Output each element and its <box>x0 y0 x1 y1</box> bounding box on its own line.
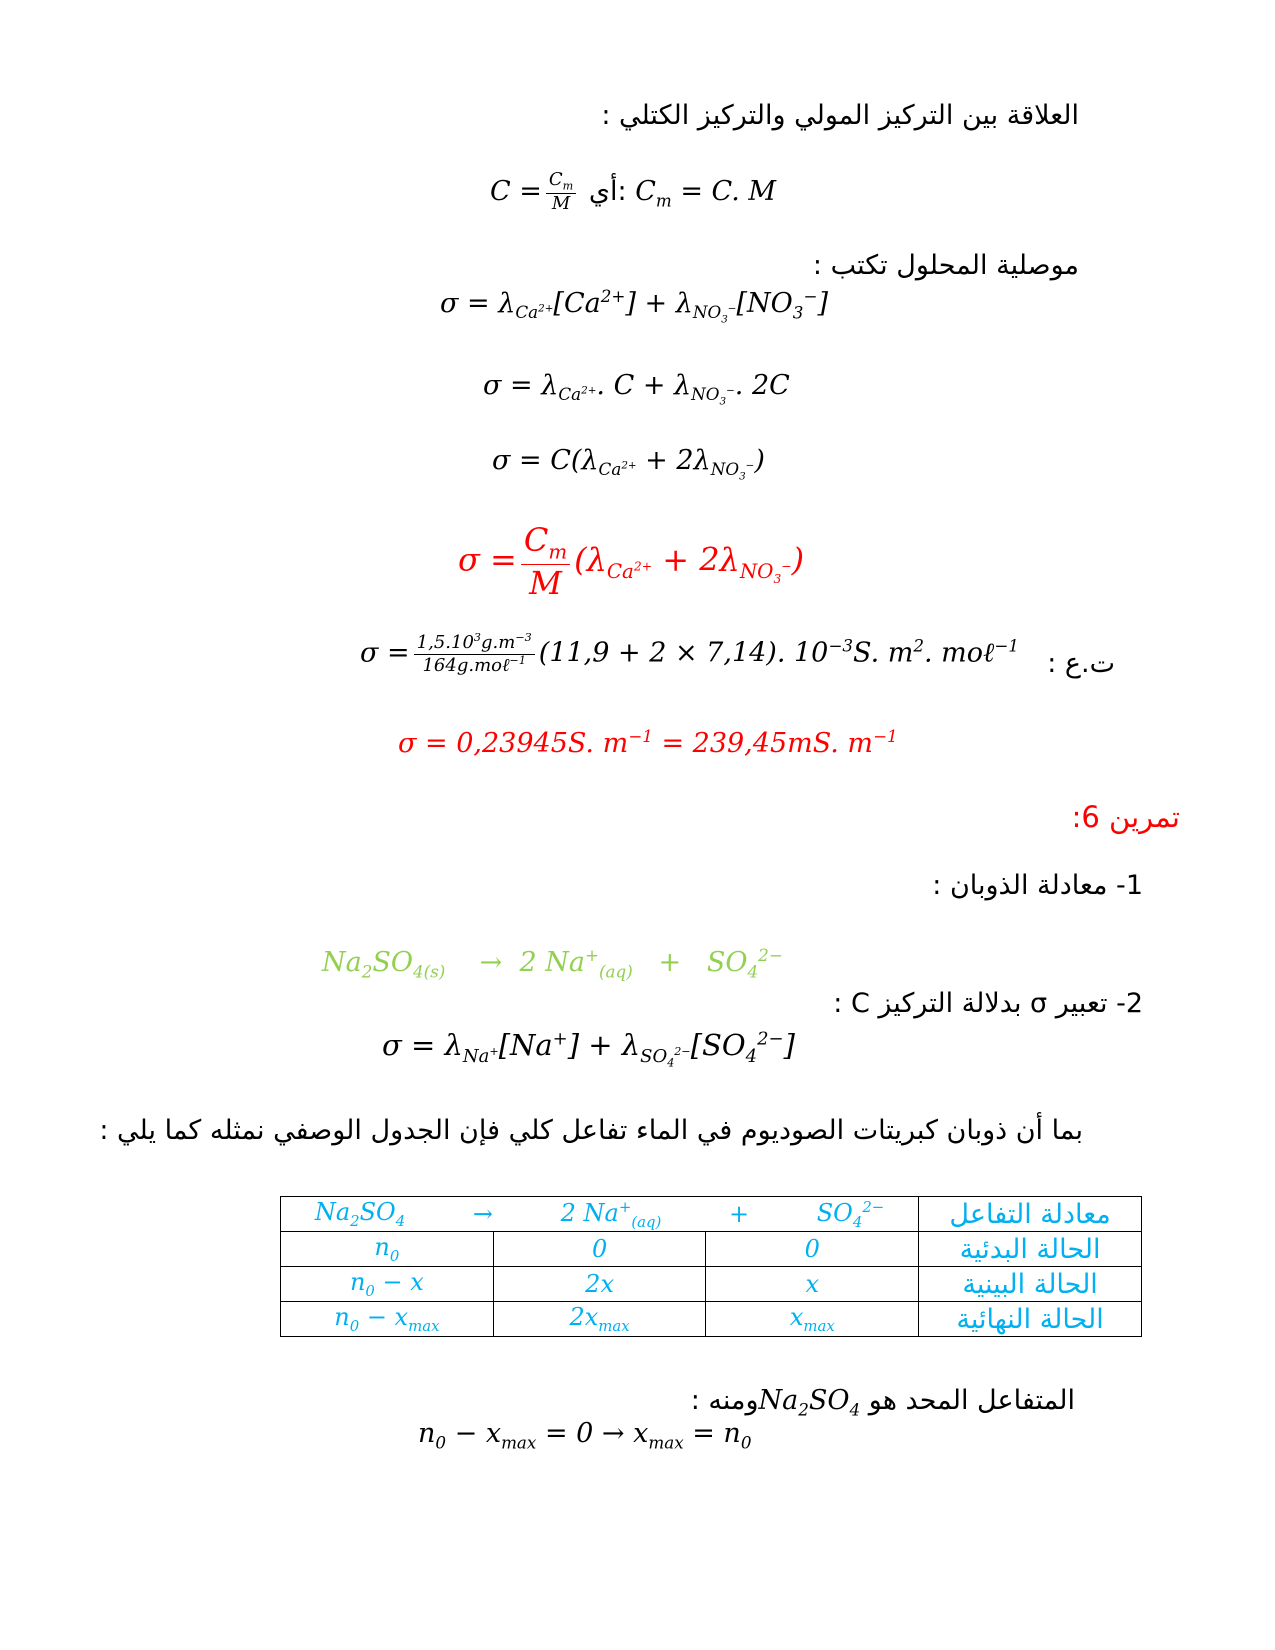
final-equation: $n_0 - x_{max} = 0 \to x_{max} = n_0$ <box>418 1418 752 1453</box>
table-intro-paragraph: بما أن ذوبان كبريتات الصوديوم في الماء تفاعل كلي فإن الجدول الوصفي نمثله كما يلي : <box>99 1115 1083 1146</box>
limiting-species: $Na_2SO_4$ <box>758 1385 861 1420</box>
final-c3: $x_{max}$ <box>706 1302 919 1337</box>
conductivity-eq-red: σ = $\frac{C_m}{M}$ $(\lambda_{Ca^{2+}} + 2\lambda_{NO_3^-})$ <box>458 521 805 603</box>
numeric-fraction: $\frac{1,5.10^3g.m^{-3}}{164g.mo\ell^{-1}}$ <box>414 632 535 676</box>
table-row-initial <box>281 1232 1142 1267</box>
relation-word: أي: <box>588 176 627 208</box>
conductivity-eq-2: $\sigma = \lambda_{Ca^{2+}}$. $C + \lambda_{NO_3^-}$. 2C <box>483 370 790 408</box>
result-equation: σ = 0,23945S. $m^{-1} = 239,45mS$. $m^{-1}$ <box>398 726 898 759</box>
exercise-title: تمرين 6: <box>1071 800 1180 834</box>
reactant-cell: $Na_2SO_4$ <box>314 1198 406 1230</box>
relation-lhs: C = <box>490 176 542 208</box>
relation-title: العلاقة بين التركيز المولي والتركيز الكتلي : <box>601 100 1079 131</box>
final-label: الحالة النهائية <box>919 1302 1142 1337</box>
dissolution-equation: $Na_2SO_{4(s)}$ → 2 $Na^+_{(aq)}$ + $SO_4^{2-}$ <box>322 945 783 982</box>
initial-c1: $n_0$ <box>281 1232 494 1267</box>
relation-rhs: $C_m = C$. M <box>635 176 777 211</box>
intermediate-label: الحالة البينية <box>919 1267 1142 1302</box>
question-2-label: 2- تعبير σ بدلالة التركيز C : <box>833 988 1143 1019</box>
conductivity-title: موصلية المحلول تكتب : <box>812 250 1079 281</box>
conductivity-eq-3: $\sigma = C(\lambda_{Ca^{2+}} + 2\lambda_{NO_3^-})$ <box>492 445 765 483</box>
initial-c2: 0 <box>493 1232 706 1267</box>
intermediate-c2: 2x <box>493 1267 706 1302</box>
final-c1: $n_0 - x_{max}$ <box>281 1302 494 1337</box>
final-c2: $2x_{max}$ <box>493 1302 706 1337</box>
relation-fraction: $\frac{C_m}{M}$ <box>546 170 576 215</box>
table-row-final <box>281 1302 1142 1337</box>
cm-over-m-fraction: $\frac{C_m}{M}$ <box>521 522 570 602</box>
table-row-intermediate <box>281 1267 1142 1302</box>
limiting-reagent-text <box>691 1385 1075 1419</box>
limiting-text-before: المتفاعل المحد هو <box>860 1385 1075 1416</box>
numeric-label: ت.ع : <box>1047 648 1115 679</box>
initial-c3: 0 <box>706 1232 919 1267</box>
question-1-label: 1- معادلة الذوبان : <box>932 870 1143 901</box>
table-header-row <box>281 1197 1142 1232</box>
product1-cell: 2 $Na^+_{(aq)}$ <box>560 1197 662 1231</box>
conductivity-eq-1: $\sigma = \lambda_{Ca^{2+}}[Ca^{2+}] + \lambda_{NO_3^-}[NO_3^-]$ <box>440 286 828 326</box>
sigma-expression: $\sigma = \lambda_{Na^+}[Na^+] + \lambda_{SO_4^{2-}}[SO_4^{2-}]$ <box>382 1028 795 1070</box>
product2-cell: $SO_4^{2-}$ <box>816 1197 885 1231</box>
header-label: معادلة التفاعل <box>919 1197 1142 1232</box>
numeric-equation: σ = $\frac{1,5.10^3g.m^{-3}}{164g.mo\ell^{-1}}$ (11,9 + 2 × 7,14). $10^{-3}S$. $m^2$. moℓ$^{-1}$ <box>360 631 1019 676</box>
progress-table <box>280 1196 1142 1337</box>
reaction-equation-cell <box>281 1197 919 1232</box>
table-arrow: → <box>472 1199 493 1228</box>
limiting-text-after: ومنه : <box>690 1385 759 1416</box>
intermediate-c3: x <box>706 1267 919 1302</box>
relation-equation <box>490 170 776 215</box>
initial-label: الحالة البدئية <box>919 1232 1142 1267</box>
table-plus: + <box>728 1199 750 1228</box>
intermediate-c1: $n_0 - x$ <box>281 1267 494 1302</box>
dissolution-arrow: → <box>479 947 503 978</box>
